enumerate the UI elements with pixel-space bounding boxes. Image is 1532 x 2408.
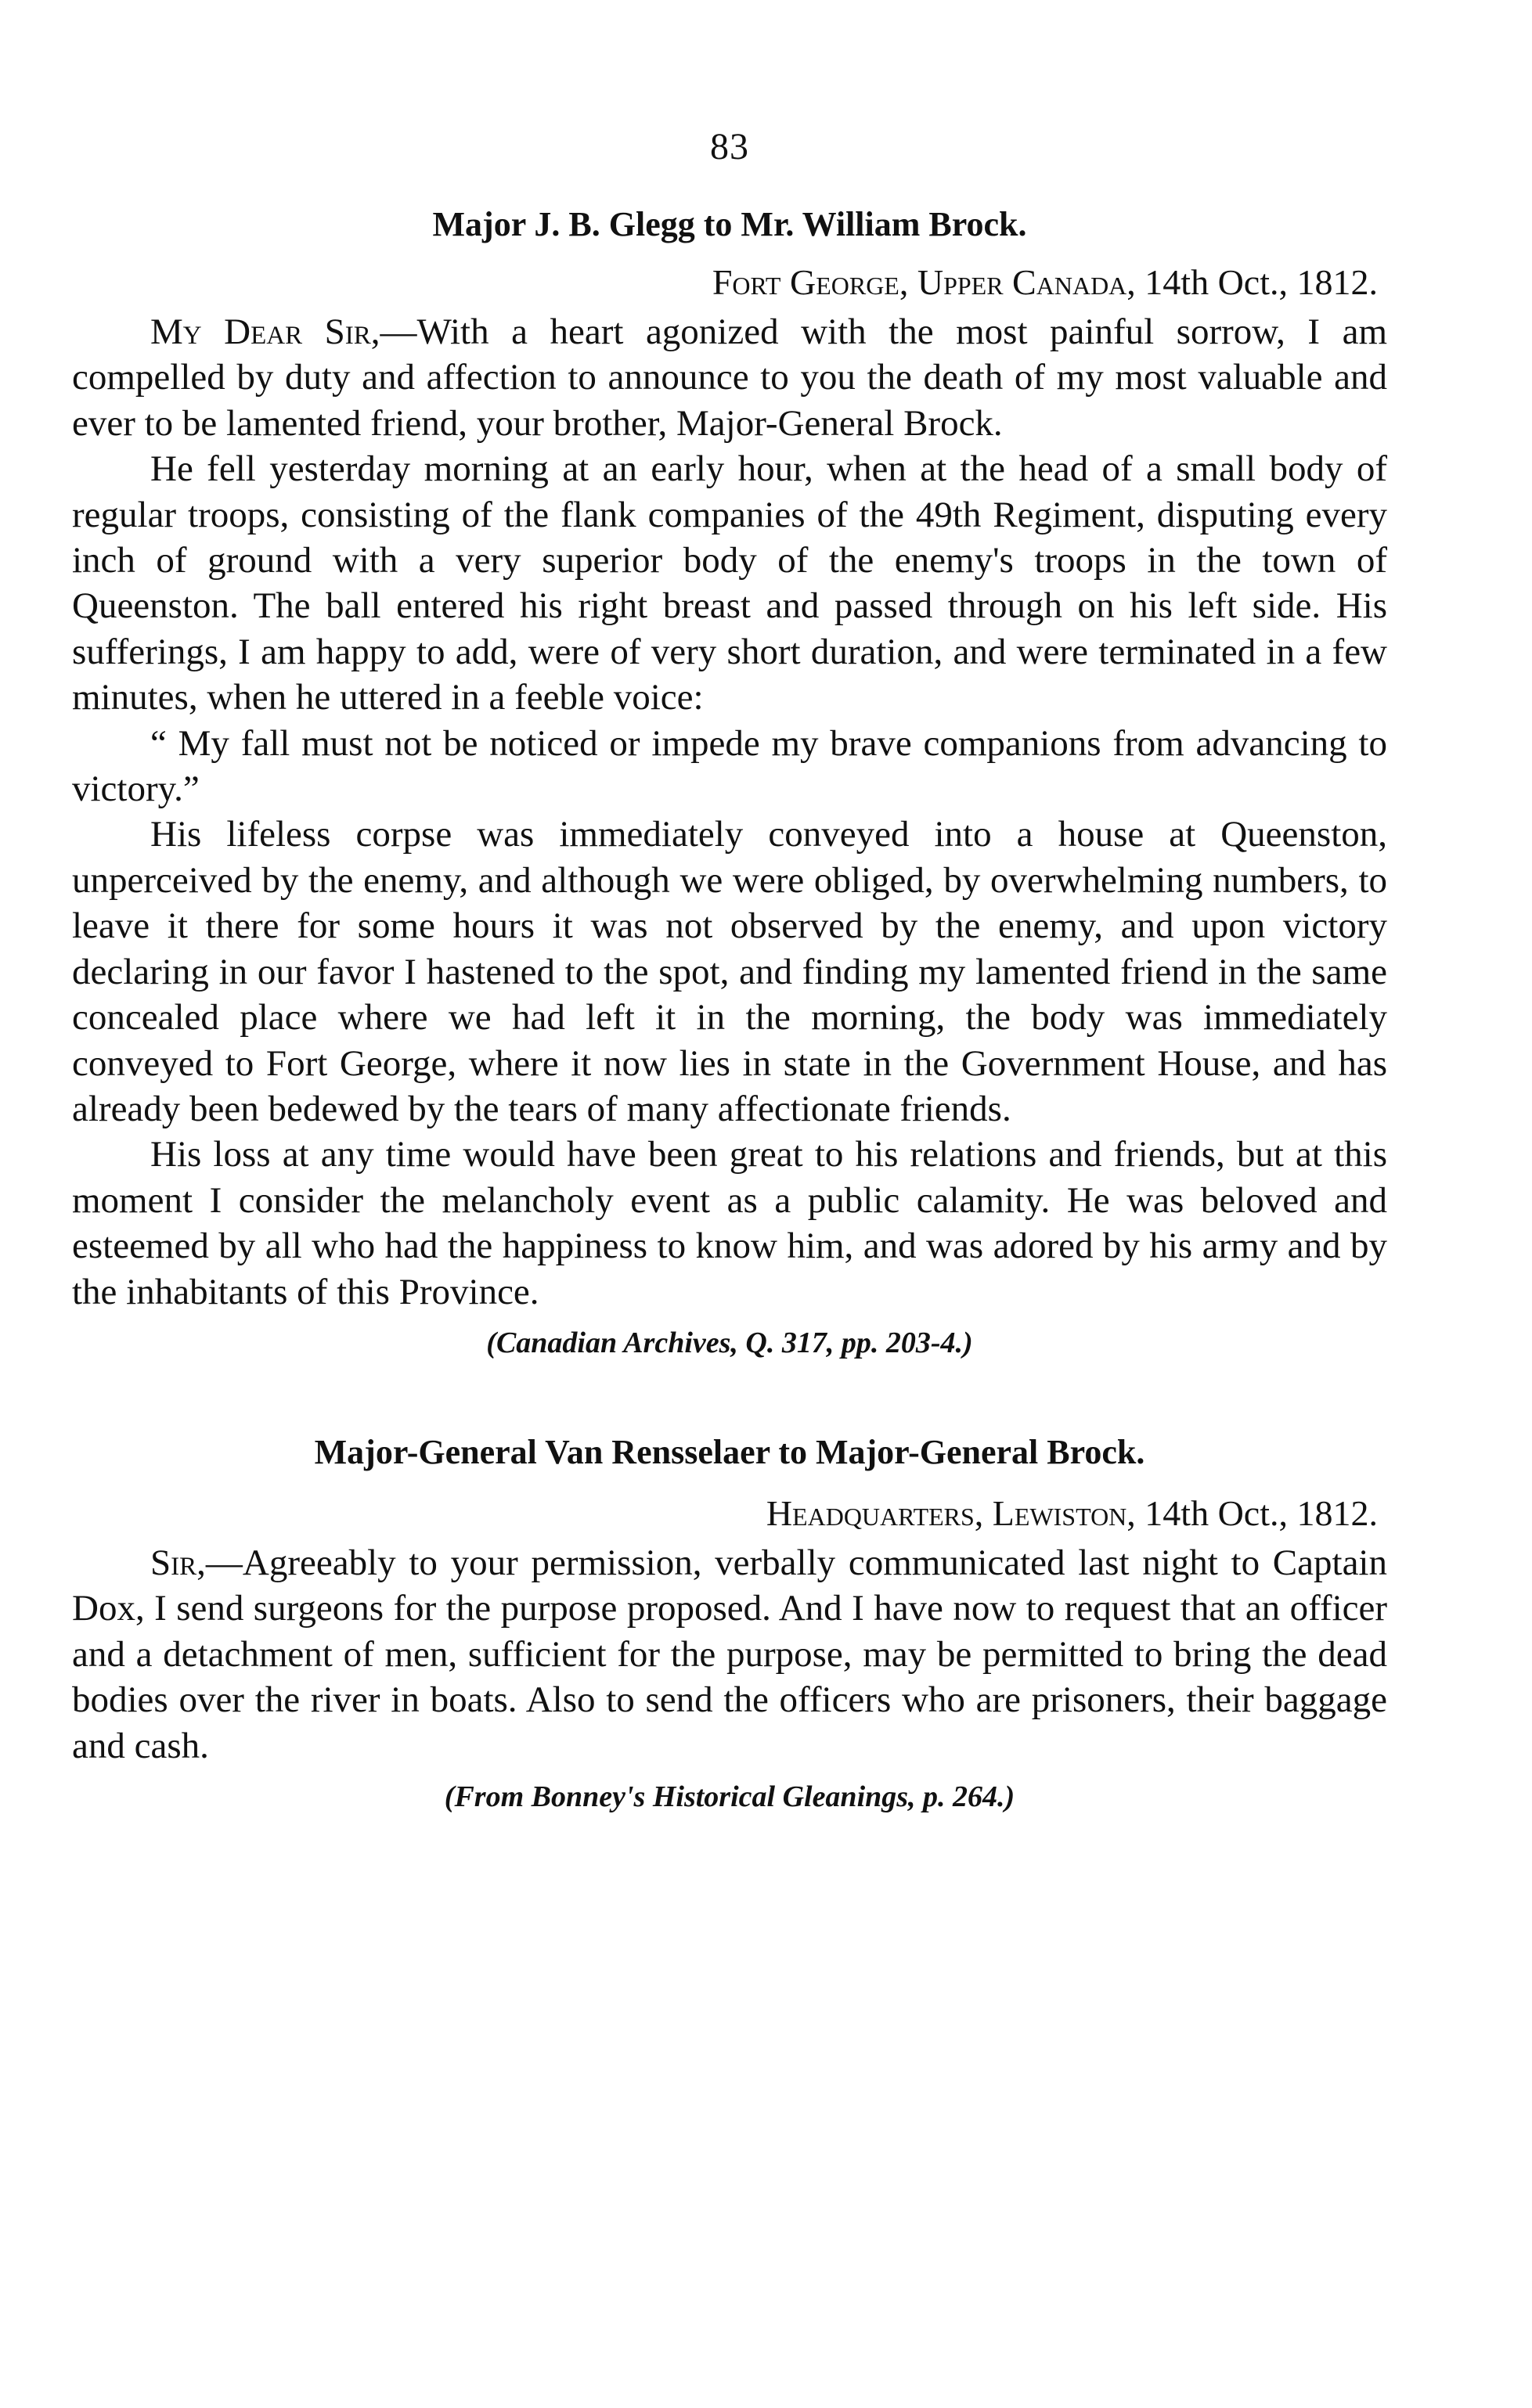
salutation: My Dear Sir, [150,311,380,352]
dateline-place: Headquarters, Lewiston, [766,1492,1136,1533]
letter-dateline [72,1492,1378,1534]
book-page [72,125,1387,1814]
citation: (Canadian Archives, Q. 317, pp. 203-4.) [486,1326,973,1359]
letter-van-rensselaer-to-brock [72,1432,1387,1814]
dateline-place: Fort George, Upper Canada, [712,262,1136,302]
paragraph-text: —With a heart agonized with the most painful sorrow, I am compelled by duty and affection to announce to you the death of my most valuable and ever to be lamented friend, your brother, Major-General Brock. [72,311,1388,444]
citation: (From Bonney's Historical Gleanings, p. 264.) [444,1780,1015,1813]
dateline-date: 14th Oct., 1812. [1144,262,1378,302]
letter-heading: Major-General Van Rensselaer to Major-General Brock. [314,1432,1145,1471]
letter-paragraph: He fell yesterday morning at an early hour, when at the head of a small body of regular troops, consisting of the flank companies of the 49th Regiment, disputing every inch of ground with a very superior body of the enemy's troops in the town of Queenston. The ball entered his right breast and passed through on his left side. His sufferings, I am happy to add, were of very short duration, and were terminated in a few minutes, when he uttered in a feeble voice: [72,448,1387,718]
letter-paragraph: His loss at any time would have been great to his relations and friends, but at this moment I consider the melancholy event as a public calamity. He was beloved and esteemed by all who had the happiness to know him, and was adored by his army and by the inhabitants of this Province. [72,1134,1387,1312]
letter-heading: Major J. B. Glegg to Mr. William Brock. [432,205,1027,243]
paragraph-text: —Agreeably to your permission, verbally communicated last night to Captain Dox, I send surgeons for the purpose proposed. And I have now to request that an officer and a detachment of men, sufficient for the purpose, may be permitted to bring the dead bodies over the river in boats. Also to send the officers who are prisoners, their baggage and cash. [72,1542,1387,1766]
page-number: 83 [710,126,749,167]
letter-paragraph [72,1540,1387,1769]
salutation: Sir, [150,1542,206,1583]
letter-dateline [72,261,1378,303]
dateline-date: 14th Oct., 1812. [1144,1492,1378,1533]
section-separator [72,1360,1387,1432]
letter-glegg-to-brock [72,204,1387,1360]
letter-paragraph: His lifeless corpse was immediately conveyed into a house at Queenston, unperceived by the enemy, and although we were obliged, by overwhelming numbers, to leave it there for some hours it was not observed by the enemy, and upon victory declaring in our favor I hastened to the spot, and finding my lamented friend in the same concealed place where we had left it in the morning, the body was immediately conveyed to Fort George, where it now lies in state in the Government House, and has already been bedewed by the tears of many affectionate friends. [72,814,1387,1129]
letter-paragraph: “ My fall must not be noticed or impede my brave companions from advancing to victory.” [72,722,1387,810]
letter-paragraph [72,309,1387,446]
